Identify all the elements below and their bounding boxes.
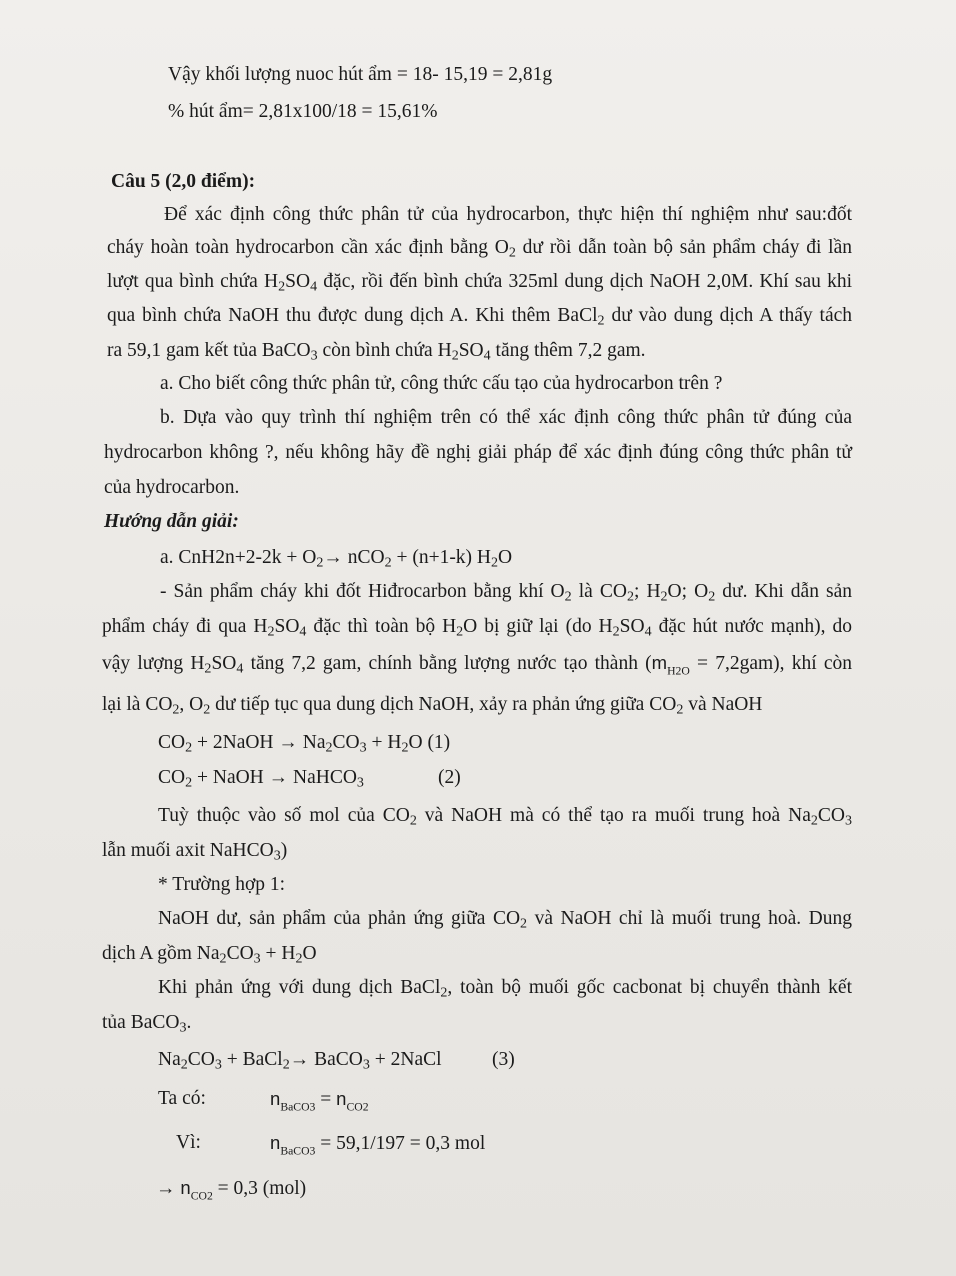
paragraph-line: qua bình chứa NaOH thu được dung dịch A. Khi thêm BaCl$_2$ dư vào dung dịch A thấy tách (107, 305, 853, 329)
formula-line: $n_{BaCO3} = n_{CO2}$ (270, 1088, 369, 1114)
label-ta-co: Ta có: (158, 1088, 206, 1109)
paragraph-line: tủa BaCO$_3$. (102, 1012, 192, 1036)
text-line: Vậy khối lượng nuoc hút ẩm = 18- 15,19 = 2,81g (168, 64, 553, 85)
paragraph-line: lại là $CO_2$, $O_2$ dư tiếp tục qua dung dịch NaOH, xảy ra phản ứng giữa $CO_2$ và NaOH (102, 694, 763, 718)
paragraph-line: lượt qua bình chứa $H_2SO_4$ đặc, rồi đến bình chứa 325ml dung dịch NaOH 2,0M. Khí sau khi (107, 271, 853, 295)
reaction-2-number: (2) (438, 767, 461, 788)
question-a: a. Cho biết công thức phân tử, công thức cấu tạo của hydrocarbon trên ? (160, 373, 723, 394)
question-b: của hydrocarbon. (104, 477, 240, 498)
solution-heading: Hướng dẫn giải: (104, 511, 239, 532)
paragraph-line: Tuỳ thuộc vào số mol của $CO_2$ và NaOH mà có thể tạo ra muối trung hoà $Na_2CO_3$ (158, 805, 853, 829)
label-vi: Vì: (176, 1132, 201, 1153)
equation-line: a. $CnH2n+2-2k + O_2\to nCO_2 + (n+1-k)$ $H_2O$ (160, 547, 513, 571)
paragraph-line: Khi phản ứng với dung dịch BaCl$_2$, toàn bộ muối gốc cacbonat bị chuyển thành kết (158, 977, 852, 1001)
paragraph-line: lẫn muối axit NaHCO$_3$) (102, 840, 288, 864)
paragraph-line: Để xác định công thức phân tử của hydrocarbon, thực hiện thí nghiệm như sau:đốt (164, 204, 852, 225)
question-b: b. Dựa vào quy trình thí nghiệm trên có thể xác định công thức phân tử đúng của (160, 407, 852, 428)
paragraph-line: phẩm cháy đi qua $H_2SO_4$ đặc thì toàn bộ $H_2O$ bị giữ lại (do $H_2SO_4$ đặc hút nước mạnh), do (102, 616, 852, 640)
reaction-3: $Na_2CO_3$ + BaCl$_2$→ BaCO$_3$ + 2NaCl (158, 1049, 442, 1073)
paragraph-line: NaOH dư, sản phẩm của phản ứng giữa $CO_2$ và NaOH chỉ là muối trung hoà. Dung (158, 908, 852, 932)
question-b: hydrocarbon không ?, nếu không hãy đề nghị giải pháp để xác định đúng công thức phân tử (104, 442, 852, 463)
reaction-2: $CO_2$ + NaOH → NaHCO$_3$ (158, 767, 364, 791)
case-heading: * Trường hợp 1: (158, 874, 286, 895)
paragraph-line: vậy lượng $H_2SO_4$ tăng 7,2 gam, chính bằng lượng nước tạo thành $(m_{H2O} = 7,2gam)$, khí còn (102, 652, 852, 678)
paragraph-line: ra 59,1 gam kết tủa BaCO$_3$ còn bình chứa $H_2SO_4$ tăng thêm 7,2 gam. (107, 340, 646, 364)
reaction-1: $CO_2$ + 2NaOH → $Na_2CO_3 + H_2O$ (1) (158, 732, 451, 756)
reaction-3-number: (3) (492, 1049, 515, 1070)
result-line: → $n_{CO2} = 0,3$ (mol) (156, 1177, 307, 1203)
paragraph-line: - Sản phẩm cháy khi đốt Hiđrocarbon bằng khí $O_2$ là $CO_2$; $H_2O$; $O_2$ dư. Khi dẫn sản (160, 581, 853, 605)
paragraph-line: cháy hoàn toàn hydrocarbon cần xác định bằng $O_2$ dư rồi dẫn toàn bộ sản phẩm cháy đi lần (107, 237, 852, 261)
paragraph-line: dịch A gồm $Na_2CO_3 + H_2O$ (102, 943, 317, 967)
text-line: % hút ẩm= 2,81x100/18 = 15,61% (168, 101, 438, 122)
formula-line: $n_{BaCO3} = 59,1/197 = 0,3$ mol (270, 1132, 486, 1158)
question-heading: Câu 5 (2,0 điểm): (111, 171, 256, 192)
